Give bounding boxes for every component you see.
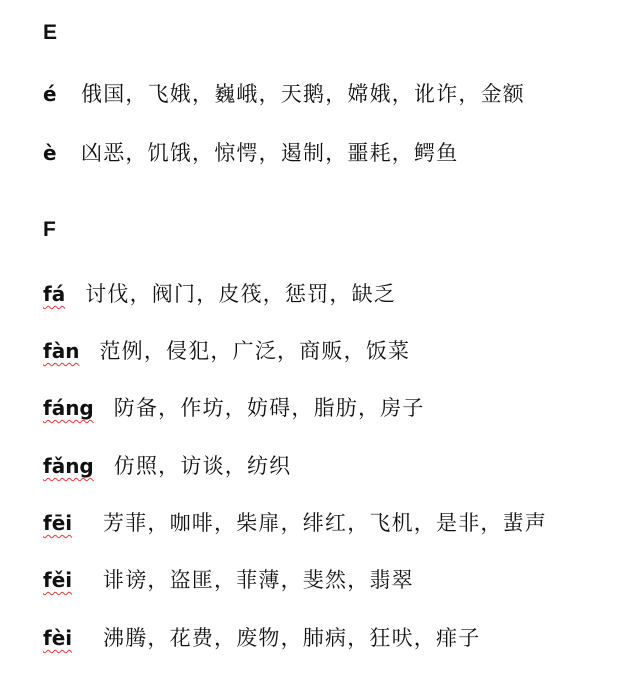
- word-list: 诽谤，盗匪，菲薄，斐然，翡翠: [103, 568, 414, 592]
- pinyin-label: fǎng: [43, 454, 94, 478]
- pinyin-label: fáng: [43, 396, 94, 420]
- pinyin-label: fèi: [43, 626, 73, 650]
- entry-row-f: [43, 509, 547, 539]
- pinyin-label: fěi: [43, 568, 73, 592]
- entry-row-f: [43, 624, 480, 654]
- entry-row-e: [43, 139, 458, 169]
- word-list: 沸腾，花费，废物，肺病，狂吠，痱子: [103, 626, 481, 650]
- word-list: 凶恶，饥饿，惊愕，遏制，噩耗，鳄鱼: [81, 141, 459, 165]
- entry-row-f: [43, 394, 425, 424]
- pinyin-label: é: [43, 82, 57, 106]
- word-list: 芳菲，咖啡，柴扉，绯红，飞机，是非，蜚声: [103, 511, 547, 535]
- entry-row-f: [43, 280, 396, 310]
- section-heading-e: E: [43, 21, 58, 44]
- word-list: 范例，侵犯，广泛，商贩，饭菜: [99, 339, 411, 363]
- word-list: 防备，作坊，妨碍，脂肪，房子: [113, 396, 425, 420]
- pinyin-label: fá: [43, 282, 66, 306]
- word-list: 仿照，访谈，纺织: [113, 454, 292, 478]
- entry-row-f: [43, 337, 410, 367]
- entry-row-f: [43, 452, 291, 482]
- word-list: 俄国，飞娥，巍峨，天鹅，嫦娥，讹诈，金额: [81, 82, 525, 106]
- entry-row-e: [43, 80, 525, 110]
- section-heading-f: F: [43, 218, 56, 241]
- pinyin-label: fēi: [43, 511, 73, 535]
- word-list: 讨伐，阀门，皮筏，惩罚，缺乏: [85, 282, 397, 306]
- entry-row-f: [43, 566, 414, 596]
- pinyin-label: è: [43, 141, 57, 165]
- pinyin-label: fàn: [43, 339, 80, 363]
